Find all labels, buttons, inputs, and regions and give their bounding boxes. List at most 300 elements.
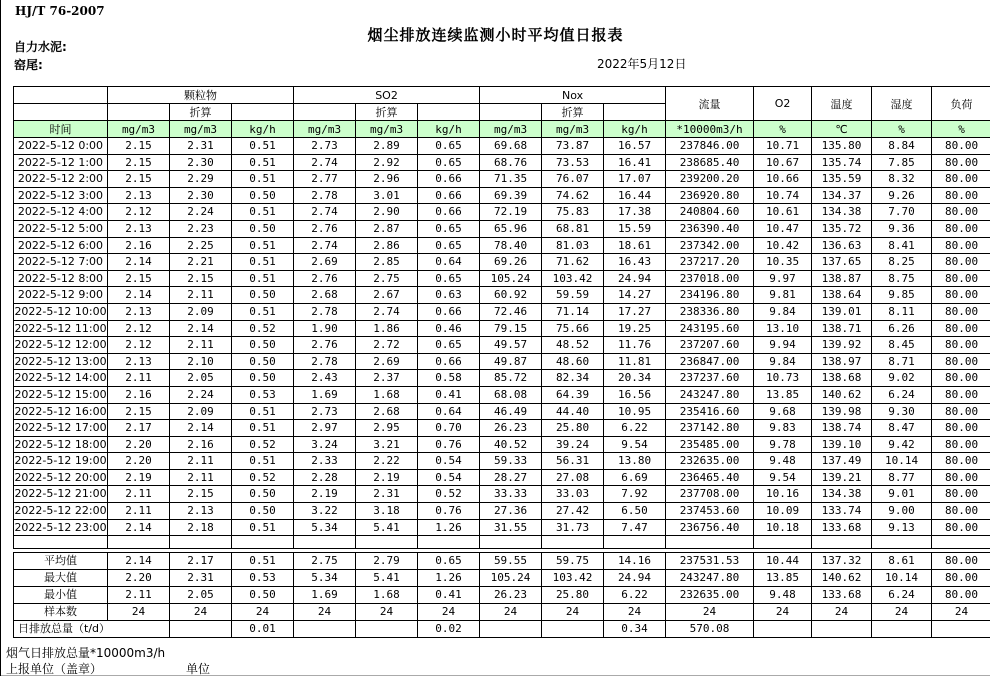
value-cell: 136.63: [812, 237, 872, 254]
value-cell: 20.34: [604, 370, 666, 387]
value-cell: 33.03: [542, 486, 604, 503]
hourly-row: [14, 353, 990, 370]
reporting-unit-label: 上报单位（盖章）: [6, 662, 103, 676]
summary-value-cell: 5.34: [294, 570, 356, 587]
value-cell: 0.54: [418, 453, 480, 470]
value-cell: 2.97: [294, 420, 356, 437]
value-cell: 2.86: [356, 237, 418, 254]
summary-value-cell: 2.31: [170, 570, 232, 587]
time-cell: 2022-5-12 12:00: [14, 337, 108, 354]
time-cell: 2022-5-12 22:00: [14, 503, 108, 520]
value-cell: 2.68: [356, 403, 418, 420]
value-cell: 2.37: [356, 370, 418, 387]
value-cell: 2.14: [108, 519, 170, 536]
value-cell: 2.11: [170, 469, 232, 486]
summary-value-cell: 24.94: [604, 570, 666, 587]
value-cell: 27.36: [480, 503, 542, 520]
hourly-row: [14, 154, 990, 171]
empty-cell: [604, 536, 666, 549]
value-cell: 235416.60: [666, 403, 754, 420]
value-cell: 80.00: [932, 171, 990, 188]
unit-header-cell: *10000m3/h: [666, 121, 754, 138]
summary-row-label: 最小值: [14, 587, 108, 604]
value-cell: 8.25: [872, 254, 932, 271]
daily-total-label: 日排放总量（t/d）: [14, 621, 170, 638]
value-cell: 0.63: [418, 287, 480, 304]
value-cell: 2.19: [108, 469, 170, 486]
value-cell: 2.76: [294, 220, 356, 237]
unit-header-cell: mg/m3: [480, 121, 542, 138]
flow-header: 流量: [666, 87, 754, 121]
summary-row-label: 样本数: [14, 604, 108, 621]
time-cell: 2022-5-12 4:00: [14, 204, 108, 221]
value-cell: 17.38: [604, 204, 666, 221]
summary-value-cell: 24: [666, 604, 754, 621]
hourly-row: [14, 469, 990, 486]
summary-row: [14, 570, 990, 587]
value-cell: 17.27: [604, 303, 666, 320]
nox-converted-header: 折算: [542, 104, 604, 121]
value-cell: 10.14: [872, 453, 932, 470]
value-cell: 10.71: [754, 138, 812, 155]
value-cell: 9.42: [872, 436, 932, 453]
summary-value-cell: 105.24: [480, 570, 542, 587]
value-cell: 2.11: [108, 486, 170, 503]
daily-total-value-cell: [754, 621, 812, 638]
value-cell: 2.14: [108, 254, 170, 271]
value-cell: 240804.60: [666, 204, 754, 221]
value-cell: 80.00: [932, 237, 990, 254]
time-cell: 2022-5-12 13:00: [14, 353, 108, 370]
value-cell: 138.64: [812, 287, 872, 304]
summary-value-cell: 24: [418, 604, 480, 621]
value-cell: 1.68: [356, 386, 418, 403]
summary-value-cell: 0.53: [232, 570, 294, 587]
value-cell: 11.81: [604, 353, 666, 370]
summary-value-cell: 2.79: [356, 553, 418, 570]
value-cell: 10.16: [754, 486, 812, 503]
value-cell: 0.51: [232, 154, 294, 171]
value-cell: 16.57: [604, 138, 666, 155]
value-cell: 40.52: [480, 436, 542, 453]
value-cell: 9.84: [754, 353, 812, 370]
value-cell: 2.11: [108, 370, 170, 387]
value-cell: 2.13: [108, 187, 170, 204]
value-cell: 6.24: [872, 386, 932, 403]
value-cell: 2.90: [356, 204, 418, 221]
value-cell: 10.47: [754, 220, 812, 237]
value-cell: 9.97: [754, 270, 812, 287]
value-cell: 2.89: [356, 138, 418, 155]
unit-header-cell: mg/m3: [170, 121, 232, 138]
daily-total-value-cell: [542, 621, 604, 638]
summary-value-cell: 59.55: [480, 553, 542, 570]
summary-value-cell: 1.69: [294, 587, 356, 604]
summary-value-cell: 80.00: [932, 587, 990, 604]
value-cell: 0.64: [418, 403, 480, 420]
summary-value-cell: 24: [232, 604, 294, 621]
daily-total-value-cell: [480, 621, 542, 638]
summary-row: [14, 553, 990, 570]
hourly-row: [14, 337, 990, 354]
value-cell: 80.00: [932, 436, 990, 453]
value-cell: 0.50: [232, 370, 294, 387]
value-cell: 2.78: [294, 187, 356, 204]
value-cell: 80.00: [932, 519, 990, 536]
value-cell: 68.08: [480, 386, 542, 403]
value-cell: 13.10: [754, 320, 812, 337]
value-cell: 2.73: [294, 138, 356, 155]
value-cell: 80.00: [932, 386, 990, 403]
empty-cell: [932, 536, 990, 549]
hourly-row: [14, 171, 990, 188]
unit-header-cell: kg/h: [418, 121, 480, 138]
summary-value-cell: 9.48: [754, 587, 812, 604]
value-cell: 28.27: [480, 469, 542, 486]
value-cell: 2.73: [294, 403, 356, 420]
value-cell: 0.76: [418, 436, 480, 453]
summary-row-label: 平均值: [14, 553, 108, 570]
value-cell: 5.34: [294, 519, 356, 536]
value-cell: 7.92: [604, 486, 666, 503]
summary-row-label: 最大值: [14, 570, 108, 587]
pm-converted-header: 折算: [170, 104, 232, 121]
value-cell: 72.46: [480, 303, 542, 320]
value-cell: 135.59: [812, 171, 872, 188]
value-cell: 2.67: [356, 287, 418, 304]
value-cell: 103.42: [542, 270, 604, 287]
unit-header-cell: kg/h: [232, 121, 294, 138]
value-cell: 80.00: [932, 453, 990, 470]
summary-value-cell: 14.16: [604, 553, 666, 570]
value-cell: 3.01: [356, 187, 418, 204]
time-cell: 2022-5-12 1:00: [14, 154, 108, 171]
summary-value-cell: 140.62: [812, 570, 872, 587]
value-cell: 2.43: [294, 370, 356, 387]
value-cell: 236390.40: [666, 220, 754, 237]
value-cell: 0.51: [232, 420, 294, 437]
value-cell: 80.00: [932, 287, 990, 304]
summary-value-cell: 2.20: [108, 570, 170, 587]
value-cell: 59.59: [542, 287, 604, 304]
value-cell: 2.15: [108, 171, 170, 188]
summary-value-cell: 59.75: [542, 553, 604, 570]
value-cell: 133.68: [812, 519, 872, 536]
summary-value-cell: 2.11: [108, 587, 170, 604]
value-cell: 0.51: [232, 270, 294, 287]
load-header: 负荷: [932, 87, 990, 121]
value-cell: 31.73: [542, 519, 604, 536]
value-cell: 0.64: [418, 254, 480, 271]
value-cell: 9.26: [872, 187, 932, 204]
summary-value-cell: 0.50: [232, 587, 294, 604]
value-cell: 2.31: [170, 138, 232, 155]
value-cell: 137.65: [812, 254, 872, 271]
value-cell: 133.74: [812, 503, 872, 520]
value-cell: 2.74: [294, 237, 356, 254]
value-cell: 139.10: [812, 436, 872, 453]
value-cell: 49.57: [480, 337, 542, 354]
value-cell: 65.96: [480, 220, 542, 237]
value-cell: 105.24: [480, 270, 542, 287]
value-cell: 2.24: [170, 204, 232, 221]
value-cell: 237846.00: [666, 138, 754, 155]
value-cell: 10.35: [754, 254, 812, 271]
value-cell: 2.13: [108, 353, 170, 370]
value-cell: 0.51: [232, 403, 294, 420]
unit-label: 单位: [186, 662, 211, 676]
value-cell: 16.44: [604, 187, 666, 204]
value-cell: 14.27: [604, 287, 666, 304]
summary-value-cell: 80.00: [932, 570, 990, 587]
value-cell: 75.83: [542, 204, 604, 221]
value-cell: 140.62: [812, 386, 872, 403]
value-cell: 2.76: [294, 337, 356, 354]
empty-cell: [294, 536, 356, 549]
summary-row: [14, 604, 990, 621]
unit-header-cell: %: [754, 121, 812, 138]
value-cell: 2.12: [108, 204, 170, 221]
value-cell: 10.95: [604, 403, 666, 420]
hourly-row: [14, 403, 990, 420]
hourly-row: [14, 420, 990, 437]
hourly-row: [14, 386, 990, 403]
value-cell: 0.51: [232, 138, 294, 155]
header-group-row: [14, 87, 990, 104]
value-cell: 9.13: [872, 519, 932, 536]
value-cell: 81.03: [542, 237, 604, 254]
value-cell: 2.78: [294, 353, 356, 370]
value-cell: 64.39: [542, 386, 604, 403]
value-cell: 237142.80: [666, 420, 754, 437]
value-cell: 31.55: [480, 519, 542, 536]
value-cell: 80.00: [932, 486, 990, 503]
value-cell: 73.53: [542, 154, 604, 171]
value-cell: 236465.40: [666, 469, 754, 486]
value-cell: 79.15: [480, 320, 542, 337]
value-cell: 1.26: [418, 519, 480, 536]
value-cell: 138.97: [812, 353, 872, 370]
value-cell: 0.52: [232, 436, 294, 453]
value-cell: 0.66: [418, 204, 480, 221]
summary-value-cell: 243247.80: [666, 570, 754, 587]
standard-code: HJ/T 76-2007: [15, 4, 105, 18]
value-cell: 0.51: [232, 171, 294, 188]
time-cell: 2022-5-12 15:00: [14, 386, 108, 403]
daily-total-value-cell: 570.08: [666, 621, 754, 638]
value-cell: 18.61: [604, 237, 666, 254]
summary-value-cell: 103.42: [542, 570, 604, 587]
summary-value-cell: 26.23: [480, 587, 542, 604]
value-cell: 2.74: [294, 154, 356, 171]
value-cell: 74.62: [542, 187, 604, 204]
value-cell: 2.30: [170, 187, 232, 204]
flow-total-note: 烟气日排放总量*10000m3/h: [6, 646, 166, 660]
value-cell: 9.01: [872, 486, 932, 503]
value-cell: 3.21: [356, 436, 418, 453]
value-cell: 2.20: [108, 453, 170, 470]
summary-value-cell: 5.41: [356, 570, 418, 587]
value-cell: 2.15: [108, 138, 170, 155]
humidity-header: 湿度: [872, 87, 932, 121]
value-cell: 2.13: [108, 303, 170, 320]
value-cell: 7.85: [872, 154, 932, 171]
value-cell: 6.50: [604, 503, 666, 520]
value-cell: 239200.20: [666, 171, 754, 188]
daily-total-value-cell: 0.02: [418, 621, 480, 638]
value-cell: 0.65: [418, 237, 480, 254]
value-cell: 60.92: [480, 287, 542, 304]
hourly-row: [14, 436, 990, 453]
hourly-row: [14, 320, 990, 337]
units-header-row: [14, 121, 990, 138]
summary-value-cell: 24: [812, 604, 872, 621]
value-cell: 0.46: [418, 320, 480, 337]
value-cell: 68.81: [542, 220, 604, 237]
value-cell: 49.87: [480, 353, 542, 370]
time-cell: 2022-5-12 20:00: [14, 469, 108, 486]
value-cell: 0.50: [232, 187, 294, 204]
time-cell: 2022-5-12 0:00: [14, 138, 108, 155]
value-cell: 139.92: [812, 337, 872, 354]
value-cell: 16.56: [604, 386, 666, 403]
value-cell: 238685.40: [666, 154, 754, 171]
value-cell: 2.95: [356, 420, 418, 437]
value-cell: 68.76: [480, 154, 542, 171]
value-cell: 0.52: [232, 320, 294, 337]
value-cell: 0.70: [418, 420, 480, 437]
pm-group-header: 颗粒物: [108, 87, 294, 104]
value-cell: 2.23: [170, 220, 232, 237]
value-cell: 2.25: [170, 237, 232, 254]
value-cell: 2.15: [108, 403, 170, 420]
value-cell: 6.22: [604, 420, 666, 437]
value-cell: 24.94: [604, 270, 666, 287]
value-cell: 0.51: [232, 303, 294, 320]
value-cell: 237342.00: [666, 237, 754, 254]
empty-cell: [542, 536, 604, 549]
value-cell: 237237.60: [666, 370, 754, 387]
value-cell: 2.11: [170, 287, 232, 304]
summary-value-cell: 24: [932, 604, 990, 621]
time-cell: 2022-5-12 8:00: [14, 270, 108, 287]
time-cell: 2022-5-12 14:00: [14, 370, 108, 387]
nox-group-header: Nox: [480, 87, 666, 104]
value-cell: 2.13: [108, 220, 170, 237]
so2-converted-header: 折算: [356, 104, 418, 121]
value-cell: 80.00: [932, 154, 990, 171]
summary-value-cell: 24: [356, 604, 418, 621]
value-cell: 139.01: [812, 303, 872, 320]
value-cell: 0.51: [232, 237, 294, 254]
value-cell: 3.24: [294, 436, 356, 453]
unit-header-cell: mg/m3: [294, 121, 356, 138]
value-cell: 0.50: [232, 337, 294, 354]
value-cell: 8.32: [872, 171, 932, 188]
daily-total-value-cell: 0.01: [232, 621, 294, 638]
summary-value-cell: 1.68: [356, 587, 418, 604]
value-cell: 243195.60: [666, 320, 754, 337]
value-cell: 2.22: [356, 453, 418, 470]
value-cell: 0.51: [232, 453, 294, 470]
value-cell: 10.66: [754, 171, 812, 188]
summary-value-cell: 24: [872, 604, 932, 621]
summary-value-cell: 0.65: [418, 553, 480, 570]
value-cell: 44.40: [542, 403, 604, 420]
summary-value-cell: 80.00: [932, 553, 990, 570]
company-label: 自力水泥:: [14, 40, 67, 54]
value-cell: 80.00: [932, 420, 990, 437]
value-cell: 236756.40: [666, 519, 754, 536]
summary-value-cell: 24: [108, 604, 170, 621]
value-cell: 25.80: [542, 420, 604, 437]
value-cell: 137.49: [812, 453, 872, 470]
value-cell: 2.28: [294, 469, 356, 486]
value-cell: 59.33: [480, 453, 542, 470]
unit-header-cell: %: [872, 121, 932, 138]
value-cell: 2.72: [356, 337, 418, 354]
time-column-header: 时间: [14, 121, 108, 138]
value-cell: 56.31: [542, 453, 604, 470]
value-cell: 9.00: [872, 503, 932, 520]
value-cell: 9.83: [754, 420, 812, 437]
value-cell: 134.38: [812, 486, 872, 503]
value-cell: 237207.60: [666, 337, 754, 354]
value-cell: 80.00: [932, 503, 990, 520]
value-cell: 138.71: [812, 320, 872, 337]
summary-value-cell: 133.68: [812, 587, 872, 604]
value-cell: 0.65: [418, 337, 480, 354]
time-cell: 2022-5-12 18:00: [14, 436, 108, 453]
empty-header-cell: [232, 104, 294, 121]
summary-value-cell: 2.75: [294, 553, 356, 570]
value-cell: 9.84: [754, 303, 812, 320]
value-cell: 134.38: [812, 204, 872, 221]
value-cell: 0.50: [232, 353, 294, 370]
summary-value-cell: 137.32: [812, 553, 872, 570]
unit-header-cell: mg/m3: [356, 121, 418, 138]
value-cell: 9.68: [754, 403, 812, 420]
value-cell: 9.30: [872, 403, 932, 420]
daily-total-value-cell: [812, 621, 872, 638]
time-cell: 2022-5-12 23:00: [14, 519, 108, 536]
hourly-row: [14, 237, 990, 254]
value-cell: 9.81: [754, 287, 812, 304]
value-cell: 27.08: [542, 469, 604, 486]
value-cell: 0.58: [418, 370, 480, 387]
daily-total-value-cell: [872, 621, 932, 638]
value-cell: 2.11: [170, 337, 232, 354]
daily-total-row: [14, 621, 990, 638]
value-cell: 2.15: [108, 154, 170, 171]
summary-value-cell: 24: [754, 604, 812, 621]
summary-value-cell: 10.14: [872, 570, 932, 587]
time-cell: 2022-5-12 17:00: [14, 420, 108, 437]
value-cell: 69.26: [480, 254, 542, 271]
value-cell: 9.54: [754, 469, 812, 486]
summary-value-cell: 237531.53: [666, 553, 754, 570]
value-cell: 2.68: [294, 287, 356, 304]
time-cell: 2022-5-12 6:00: [14, 237, 108, 254]
hourly-row: [14, 287, 990, 304]
value-cell: 10.42: [754, 237, 812, 254]
value-cell: 243247.80: [666, 386, 754, 403]
value-cell: 78.40: [480, 237, 542, 254]
value-cell: 0.66: [418, 353, 480, 370]
value-cell: 2.09: [170, 403, 232, 420]
value-cell: 80.00: [932, 353, 990, 370]
value-cell: 2.05: [170, 370, 232, 387]
